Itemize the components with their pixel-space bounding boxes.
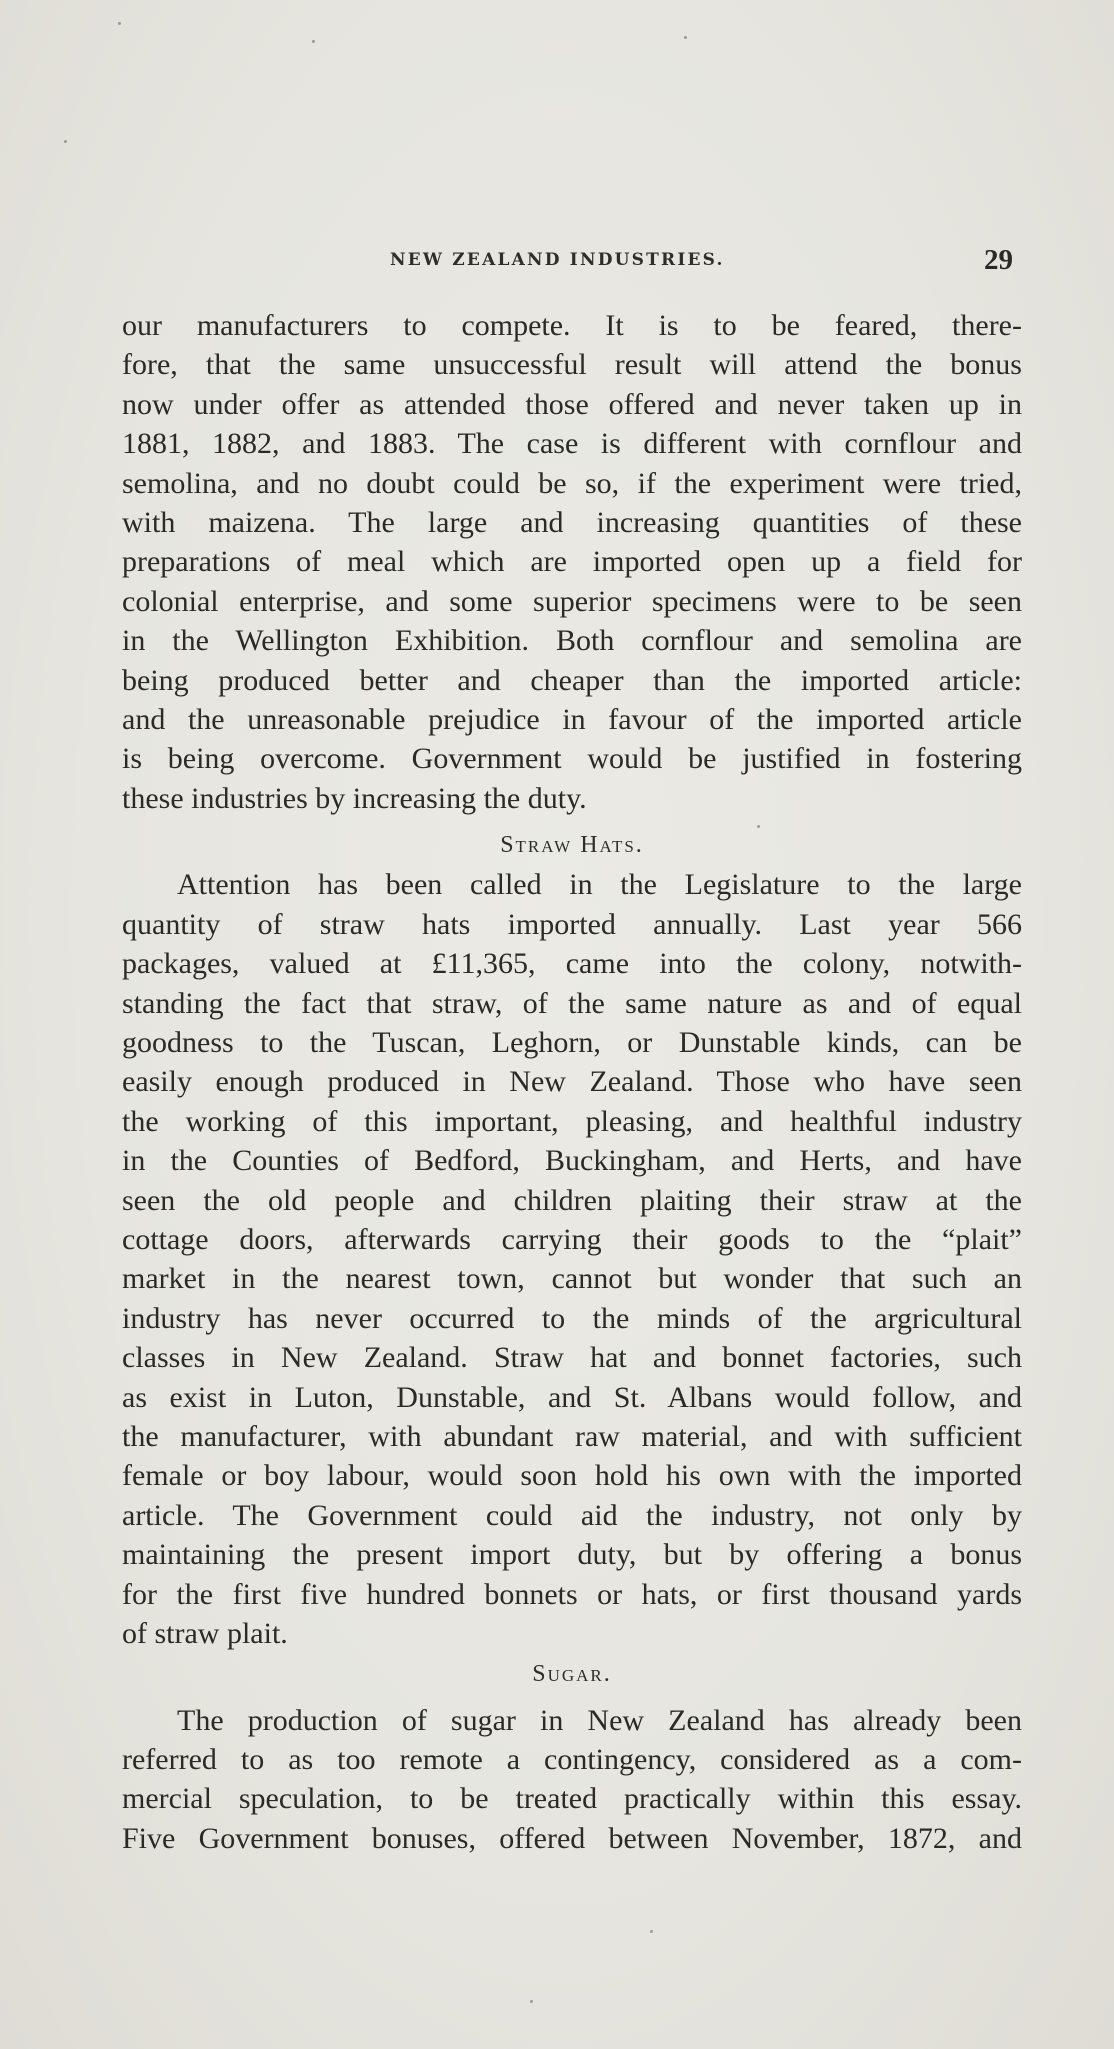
text-line: the manufacturer, with abundant raw material, and with sufficient <box>122 1419 1022 1453</box>
text-line: colonial enterprise, and some superior specimens were to be seen <box>122 584 1022 618</box>
text-line: standing the fact that straw, of the same nature as and of equal <box>122 986 1022 1020</box>
paper-speck <box>64 140 67 143</box>
text-line: and the unreasonable prejudice in favour of the imported article <box>122 702 1022 736</box>
sugar-paragraph <box>122 1701 1022 1859</box>
section-heading-sugar: Sugar. <box>532 1661 612 1688</box>
text-line: packages, valued at £11,365, came into the colony, notwith- <box>122 947 1022 981</box>
text-line: mercial speculation, to be treated practically within this essay. <box>122 1782 1022 1816</box>
text-line: maintaining the present import duty, but by offering a bonus <box>122 1538 1022 1572</box>
text-line: Five Government bonuses, offered between November, 1872, and <box>122 1821 1022 1855</box>
intro-paragraph <box>122 306 1022 818</box>
text-line: as exist in Luton, Dunstable, and St. Albans would follow, and <box>122 1380 1022 1414</box>
text-line: article. The Government could aid the industry, not only by <box>122 1498 1022 1532</box>
text-line: female or boy labour, would soon hold his own with the imported <box>122 1459 1022 1493</box>
text-line: seen the old people and children plaiting their straw at the <box>122 1183 1022 1217</box>
text-line: in the Counties of Bedford, Buckingham, and Herts, and have <box>122 1144 1022 1178</box>
paper-speck <box>757 825 760 828</box>
text-line: preparations of meal which are imported open up a field for <box>122 545 1022 579</box>
section-heading-straw-hats: Straw Hats. <box>500 832 644 859</box>
paper-speck <box>684 36 687 39</box>
text-line: goodness to the Tuscan, Leghorn, or Dunstable kinds, can be <box>122 1026 1022 1060</box>
text-line: easily enough produced in New Zealand. Those who have seen <box>122 1065 1022 1099</box>
text-line: fore, that the same unsuccessful result will attend the bonus <box>122 348 1022 382</box>
text-line: is being overcome. Government would be justified in fostering <box>122 742 1022 776</box>
text-line: The production of sugar in New Zealand has already been <box>177 1703 1022 1737</box>
text-line: 1881, 1882, and 1883. The case is different with cornflour and <box>122 427 1022 461</box>
text-line: in the Wellington Exhibition. Both cornflour and semolina are <box>122 624 1022 658</box>
paper-speck <box>312 40 315 43</box>
paper-speck <box>118 22 121 25</box>
paper-speck <box>530 2000 533 2003</box>
text-line: Attention has been called in the Legislature to the large <box>177 868 1022 902</box>
text-line: being produced better and cheaper than the imported article: <box>122 663 1022 697</box>
text-line: quantity of straw hats imported annually. Last year 566 <box>122 907 1022 941</box>
paper-speck <box>650 1930 653 1933</box>
text-line: semolina, and no doubt could be so, if the experiment were tried, <box>122 466 1022 500</box>
text-line: cottage doors, afterwards carrying their goods to the “plait” <box>122 1222 1022 1256</box>
text-line: our manufacturers to compete. It is to be feared, there- <box>122 309 1022 342</box>
text-line: with maizena. The large and increasing quantities of these <box>122 505 1022 539</box>
text-line: for the first five hundred bonnets or hats, or first thousand yards <box>122 1577 1022 1611</box>
text-line: of straw plait. <box>122 1616 288 1650</box>
text-line: the working of this important, pleasing, and healthful industry <box>122 1104 1022 1138</box>
straw-hats-paragraph <box>122 865 1022 1653</box>
running-title: NEW ZEALAND INDUSTRIES. <box>390 250 725 270</box>
text-line: these industries by increasing the duty. <box>122 781 587 815</box>
text-line: referred to as too remote a contingency, considered as a com- <box>122 1743 1022 1777</box>
text-line: industry has never occurred to the minds of the argricultural <box>122 1301 1022 1335</box>
text-line: market in the nearest town, cannot but wonder that such an <box>122 1262 1022 1296</box>
text-line: classes in New Zealand. Straw hat and bonnet factories, such <box>122 1341 1022 1375</box>
text-line: now under offer as attended those offered and never taken up in <box>122 387 1022 421</box>
page-number: 29 <box>984 244 1013 276</box>
body-text <box>122 306 1022 1858</box>
page-header <box>122 244 1022 284</box>
